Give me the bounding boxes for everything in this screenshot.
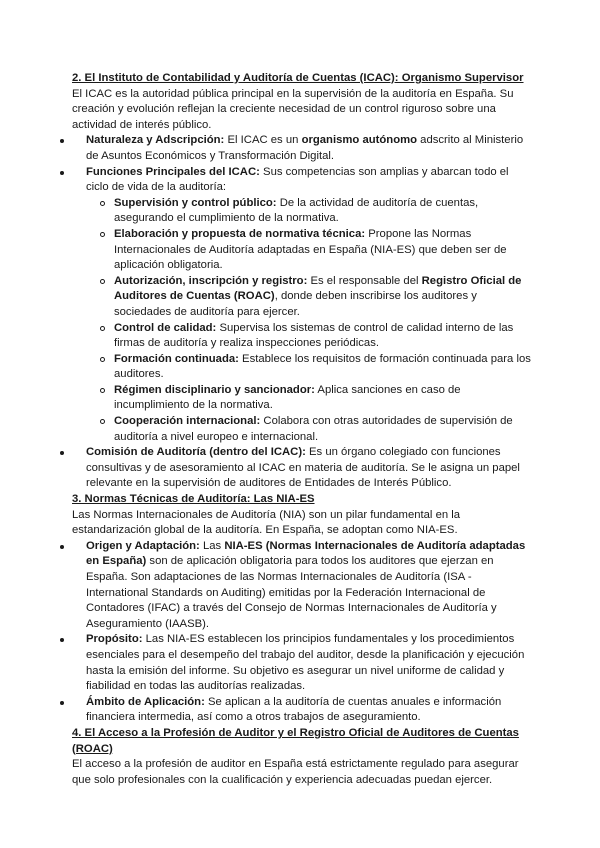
list-item-functions: Funciones Principales del ICAC: Sus competencias son amplias y abarcan todo el ciclo de vida de la auditoría: Supervisión y control público: De la actividad de auditoría de cuentas, asegurando el cumplimiento de la normativa. Elaboración y propuesta de normativa técnica: Propone las Normas Internacionales de Auditoría adaptadas en España (NIA-ES) que deben ser de aplicación obligatoria. Autorización, inscripción y registro: Es el responsable del Registro Oficial de Auditores de Cuentas (ROAC), donde deben inscribirse los auditores y sociedades de auditoría para ejercer. Control de calidad: Supervisa los sistemas de control de calidad interno de las firmas de auditoría y realiza inspecciones periódicas. Formación continuada: Establece los requisitos de formación continuada para los auditores. Régimen disciplinario y sancionador: Aplica sanciones en caso de incumplimiento de la normativa. Cooperación internacional: Colabora con otras autoridades de supervisión de auditoría a nivel europeo e internacional. xyxy=(72,165,532,446)
list-item-nature: Naturaleza y Adscripción: El ICAC es un organismo autónomo adscrito al Ministerio de Asuntos Económicos y Transformación Digital. xyxy=(72,133,532,164)
list-item-origin: Origen y Adaptación: Las NIA-ES (Normas Internacionales de Auditoría adaptadas en España) son de aplicación obligatoria para todos los auditores que ejerzan en España. Son adaptaciones de las Normas Internacionales de Auditoría (ISA - International Standards on Auditing) emitidas por la Federación Internacional de Contadores (IFAC) a través del Consejo de Normas Internacionales de Auditoría y Aseguramiento (IAASB). xyxy=(72,539,532,633)
section-2-heading: 2. El Instituto de Contabilidad y Auditoría de Cuentas (ICAC): Organismo Supervisor xyxy=(72,72,524,84)
sublist-item: Formación continuada: Establece los requisitos de formación continuada para los auditores. xyxy=(86,352,532,383)
list-item-scope: Ámbito de Aplicación: Se aplican a la auditoría de cuentas anuales e información financiera intermedia, así como a otros trabajos de aseguramiento. xyxy=(72,695,532,726)
section-2-list xyxy=(72,133,532,492)
sublist-item: Cooperación internacional: Colabora con otras autoridades de supervisión de auditoría a nivel europeo e internacional. xyxy=(86,414,532,445)
section-3-list xyxy=(72,539,532,726)
list-item-committee: Comisión de Auditoría (dentro del ICAC): Es un órgano colegiado con funciones consultivas y de asesoramiento al ICAC en materia de auditoría. Se le asigna un papel relevante en la supervisión de auditores de Entidades de Interés Público. xyxy=(72,445,532,492)
sublist-item: Régimen disciplinario y sancionador: Aplica sanciones en caso de incumplimiento de la normativa. xyxy=(86,383,532,414)
section-3-intro: Las Normas Internacionales de Auditoría (NIA) son un pilar fundamental en la estandarización global de la auditoría. En España, se adoptan como NIA-ES. xyxy=(72,508,461,537)
list-item-purpose: Propósito: Las NIA-ES establecen los principios fundamentales y los procedimientos esenciales para el desempeño del trabajo del auditor, desde la planificación y ejecución hasta la emisión del informe. Su objetivo es asegurar un nivel uniforme de calidad y fiabilidad en todas las auditorías realizadas. xyxy=(72,632,532,694)
section-2-intro: El ICAC es la autoridad pública principal en la supervisión de la auditoría en España. Su creación y evolución reflejan la creciente necesidad de un control riguroso sobre una actividad de interés público. xyxy=(72,87,514,131)
sublist-item: Autorización, inscripción y registro: Es el responsable del Registro Oficial de Auditores de Cuentas (ROAC), donde deben inscribirse los auditores y sociedades de auditoría para ejercer. xyxy=(86,274,532,321)
document-body xyxy=(72,71,532,788)
section-4-heading: 4. El Acceso a la Profesión de Auditor y el Registro Oficial de Auditores de Cuentas (ROAC) xyxy=(72,726,519,755)
sublist-item: Supervisión y control público: De la actividad de auditoría de cuentas, asegurando el cumplimiento de la normativa. xyxy=(86,196,532,227)
section-3-heading: 3. Normas Técnicas de Auditoría: Las NIA-ES xyxy=(72,493,315,506)
section-4-intro: El acceso a la profesión de auditor en España está estrictamente regulado para asegurar que solo profesionales con la cualificación y experiencia adecuadas puedan ejercer. xyxy=(72,758,519,786)
functions-sublist xyxy=(86,196,532,446)
sublist-item: Elaboración y propuesta de normativa técnica: Propone las Normas Internacionales de Auditoría adaptadas en España (NIA-ES) que deben ser de aplicación obligatoria. xyxy=(86,227,532,274)
sublist-item: Control de calidad: Supervisa los sistemas de control de calidad interno de las firmas de auditoría y realiza inspecciones periódicas. xyxy=(86,321,532,352)
